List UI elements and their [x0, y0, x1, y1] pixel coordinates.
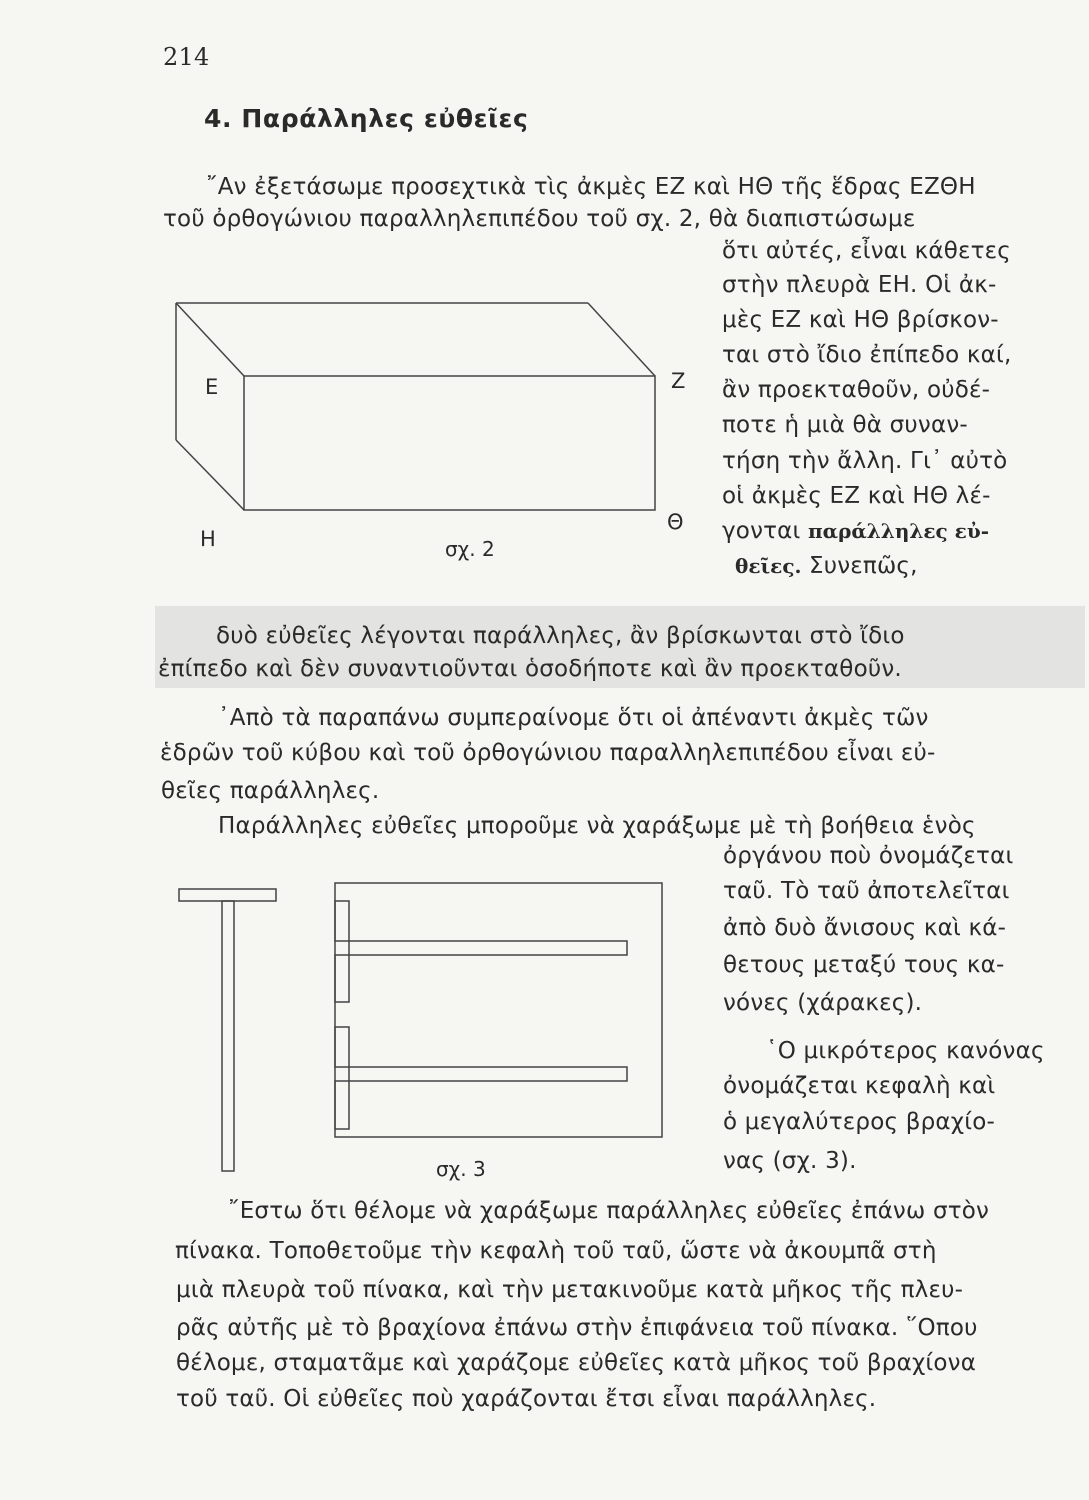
text-line: ὀργάνου ποὺ ὀνομάζεται	[723, 843, 1014, 869]
text-line: ῎Εστω ὅτι θέλομε νὰ χαράξωμε παράλληλες εὐθεῖες ἐπάνω στὸν	[228, 1198, 990, 1224]
text-line: ὅτι αὐτές, εἶναι κάθετες	[722, 238, 1011, 264]
text-line: ὁ μεγαλύτερος βραχίο-	[723, 1109, 995, 1135]
text-line-bold-term: γονται παράλληλες εὐ-	[722, 518, 990, 544]
text-line: τοῦ ὀρθογώνιου παραλληλεπιπέδου τοῦ σχ. 2, θὰ διαπιστώσωμε	[163, 206, 916, 232]
figure-2-label-theta: Θ	[667, 510, 684, 534]
bold-term: παράλληλες εὐ-	[808, 519, 990, 543]
text-line: πίνακα. Τοποθετοῦμε τὴν κεφαλὴ τοῦ ταῦ, ὥστε νὰ ἀκουμπᾶ στὴ	[175, 1238, 937, 1264]
figure-3-t-square	[179, 889, 276, 1171]
text-line: μιὰ πλευρὰ τοῦ πίνακα, καὶ τὴν μετακινοῦμε κατὰ μῆκος τῆς πλευ-	[176, 1277, 964, 1303]
text-line: ἂν προεκταθοῦν, οὐδέ-	[722, 377, 991, 403]
text-line: τήση τὴν ἄλλη. Γι᾿ αὐτὸ	[722, 448, 1008, 474]
definition-line: ἐπίπεδο καὶ δὲν συναντιοῦνται ὁσοδήποτε καὶ ἂν προεκταθοῦν.	[158, 656, 902, 682]
text-line: ῎Αν ἐξετάσωμε προσεχτικὰ τὶς ἀκμὲς ΕΖ καὶ ΗΘ τῆς ἕδρας ΕΖΘΗ	[206, 174, 976, 200]
text-line: ᾿Απὸ τὰ παραπάνω συμπεραίνομε ὅτι οἱ ἀπέναντι ἀκμὲς τῶν	[218, 705, 929, 731]
text-line: ὀνομάζεται κεφαλὴ καὶ	[723, 1073, 996, 1099]
figure-2-label-z: Ζ	[671, 369, 686, 393]
text-line: μὲς ΕΖ καὶ ΗΘ βρίσκον-	[722, 307, 999, 333]
text-line: ἑδρῶν τοῦ κύβου καὶ τοῦ ὀρθογώνιου παραλληλεπιπέδου εἶναι εὐ-	[160, 740, 936, 766]
text-line: ρᾶς αὐτῆς μὲ τὸ βραχίονα ἐπάνω στὴν ἐπιφάνεια τοῦ πίνακα. ῞Οπου	[176, 1315, 978, 1341]
text-line: Παράλληλες εὐθεῖες μποροῦμε νὰ χαράξωμε μὲ τὴ βοήθεια ἑνὸς	[218, 813, 976, 839]
figure-2-caption: σχ. 2	[445, 537, 495, 561]
text-line: νόνες (χάρακες).	[723, 990, 923, 1016]
bold-term: θεῖες.	[735, 554, 802, 578]
text-line: ταῦ. Τὸ ταῦ ἀποτελεῖται	[723, 878, 1010, 904]
text-line: θεῖες παράλληλες.	[161, 778, 380, 804]
section-title: 4. Παράλληλες εὐθεῖες	[204, 104, 529, 133]
text-line: θετους μεταξύ τους κα-	[723, 952, 1005, 978]
text-line: ῾Ο μικρότερος κανόνας	[766, 1038, 1045, 1064]
figure-3-board	[335, 883, 662, 1137]
text-line: στὴν πλευρὰ ΕΗ. Οἱ ἀκ-	[722, 272, 997, 298]
text-line: ποτε ἡ μιὰ θὰ συναν-	[722, 412, 968, 438]
page-number: 214	[163, 43, 210, 71]
definition-line: δυὸ εὐθεῖες λέγονται παράλληλες, ἂν βρίσκωνται στὸ ἴδιο	[216, 623, 905, 649]
figure-2-label-e: Ε	[205, 375, 219, 399]
text-line: τοῦ ταῦ. Οἱ εὐθεῖες ποὺ χαράζονται ἔτσι εἶναι παράλληλες.	[176, 1386, 877, 1412]
text-line-bold-term: θεῖες. Συνεπῶς,	[735, 553, 918, 579]
text-line: ται στὸ ἴδιο ἐπίπεδο καί,	[722, 342, 1012, 368]
figure-3-caption: σχ. 3	[436, 1157, 486, 1181]
text-line: θέλομε, σταματᾶμε καὶ χαράζομε εὐθεῖες κατὰ μῆκος τοῦ βραχίονα	[176, 1350, 977, 1376]
text-line: νας (σχ. 3).	[723, 1148, 857, 1174]
text-line: ἀπὸ δυὸ ἄνισους καὶ κά-	[723, 915, 1007, 941]
figure-2-label-h: Η	[200, 527, 216, 551]
text-line: οἱ ἀκμὲς ΕΖ καὶ ΗΘ λέ-	[722, 483, 991, 509]
